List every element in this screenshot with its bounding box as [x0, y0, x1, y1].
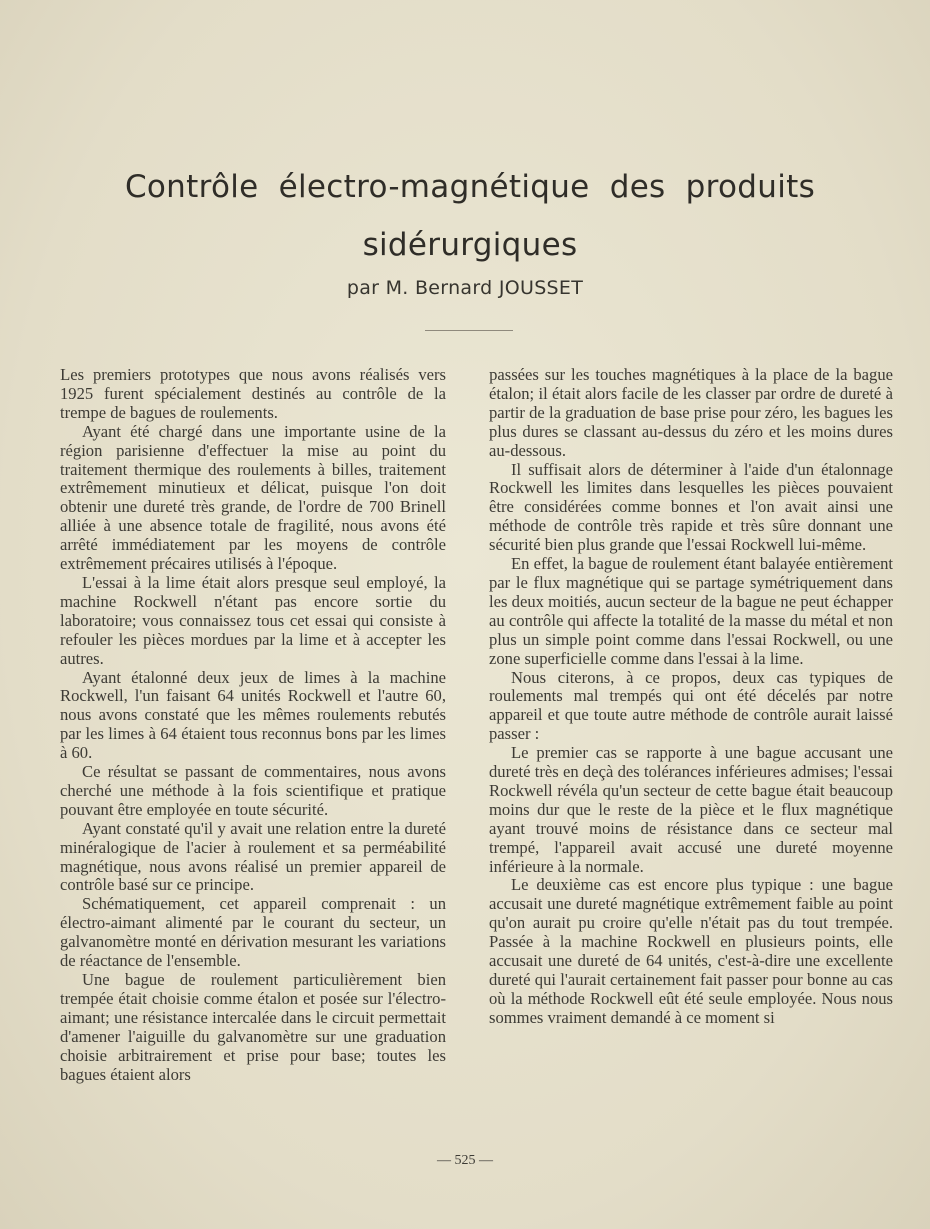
paragraph: En effet, la bague de roulement étant balayée entièrement par le flux magnétique qui se partage symétriquement dans les deux moitiés, aucun secteur de la bague ne peut échapper au contrôle qui affecte la totalité de la masse du métal et non plus un simple point comme dans l'essai Rockwell, ou une zone superficielle comme dans l'essai à la lime.	[489, 554, 893, 668]
paragraph: Schématiquement, cet appareil comprenait : un électro-aimant alimenté par le courant du secteur, un galvanomètre monté en dérivation mesurant les variations de réactance de l'ensemble.	[60, 894, 446, 971]
paragraph: Ayant constaté qu'il y avait une relation entre la dureté minéralogique de l'acier à roulement et sa perméabilité magnétique, nous avons réalisé un premier appareil de contrôle basé sur ce principe.	[60, 818, 446, 895]
paragraph: Les premiers prototypes que nous avons réalisés vers 1925 furent spécialement destinés au contrôle de la trempe de bagues de roulements.	[60, 365, 446, 422]
paragraph: Ayant été chargé dans une importante usine de la région parisienne d'effectuer la mise au point du traitement thermique des roulements à billes, traitement extrêmement minutieux et délicat, puisque l'on doit obtenir une dureté très grande, de l'ordre de 700 Brinell alliée à une absence totale de fragilité, nous avons été arrêté immédiatement par les moyens de contrôle extrêmement précaires utilisés à l'époque.	[60, 421, 446, 574]
paragraph: Ce résultat se passant de commentaires, nous avons cherché une méthode à la fois scientifique et pratique pouvant être employée en toute sécurité.	[60, 762, 446, 819]
page-number: — 525 —	[437, 1153, 493, 1168]
left-text-column	[60, 366, 446, 1084]
paragraph: L'essai à la lime était alors presque seul employé, la machine Rockwell n'étant pas encore sortie du laboratoire; vous connaissez tous cet essai qui consiste à refouler les pièces mordues par la lime et à accepter les autres.	[60, 572, 446, 668]
article-byline: par M. Bernard JOUSSET	[346, 277, 584, 299]
title-separator-rule	[425, 330, 513, 331]
paragraph: passées sur les touches magnétiques à la place de la bague étalon; il était alors facile de les classer par ordre de dureté à partir de la graduation de base prise pour zéro, les bagues les plus dures se classant au-dessus du zéro et les moins dures au-dessous.	[489, 365, 893, 460]
paragraph: Ayant étalonné deux jeux de limes à la machine Rockwell, l'un faisant 64 unités Rockwell et l'autre 60, nous avons constaté que les mêmes roulements rebutés par les limes à 64 étaient tous reconnus bons par les limes à 60.	[60, 667, 446, 763]
paragraph: Il suffisait alors de déterminer à l'aide d'un étalonnage Rockwell les limites dans lesquelles les pièces pouvaient être considérées comme bonnes et l'on avait ainsi une méthode de contrôle très rapide et très sûre donnant une sécurité bien plus grande que l'essai Rockwell lui-même.	[489, 459, 893, 555]
paragraph: Le premier cas se rapporte à une bague accusant une dureté très en deçà des tolérances inférieures admises; l'essai Rockwell révéla qu'un secteur de cette bague était beaucoup moins dur que le reste de la pièce et le flux magnétique ayant trouvé moins de résistance dans ce secteur mal trempé, l'appareil avait accusé une dureté moyenne inférieure à la normale.	[489, 743, 893, 876]
paragraph: Nous citerons, à ce propos, deux cas typiques de roulements mal trempés qui ont été décelés par notre appareil et que toute autre méthode de contrôle aurait laissé passer :	[489, 667, 893, 744]
paragraph: Une bague de roulement particulièrement bien trempée était choisie comme étalon et posée sur l'électro-aimant; une résistance intercalée dans le circuit permettait d'amener l'aiguille du galvanomètre sur une graduation choisie arbitrairement et prise pour base; toutes les bagues étaient alors	[60, 970, 446, 1084]
paragraph: Le deuxième cas est encore plus typique : une bague accusait une dureté magnétique extrêmement faible au point qu'on aurait pu croire qu'elle n'était pas du tout trempée. Passée à la machine Rockwell en plusieurs points, elle accusait une dureté de 64 unités, c'est-à-dire une excellente dureté qui l'aurait certainement fait passer pour bonne au cas où la méthode Rockwell eût été seule employée. Nous nous sommes vraiment demandé à ce moment si	[489, 875, 893, 1027]
article-title: Contrôle électro-magnétique des produits sidérurgiques	[124, 169, 816, 263]
right-text-column	[489, 366, 893, 1028]
